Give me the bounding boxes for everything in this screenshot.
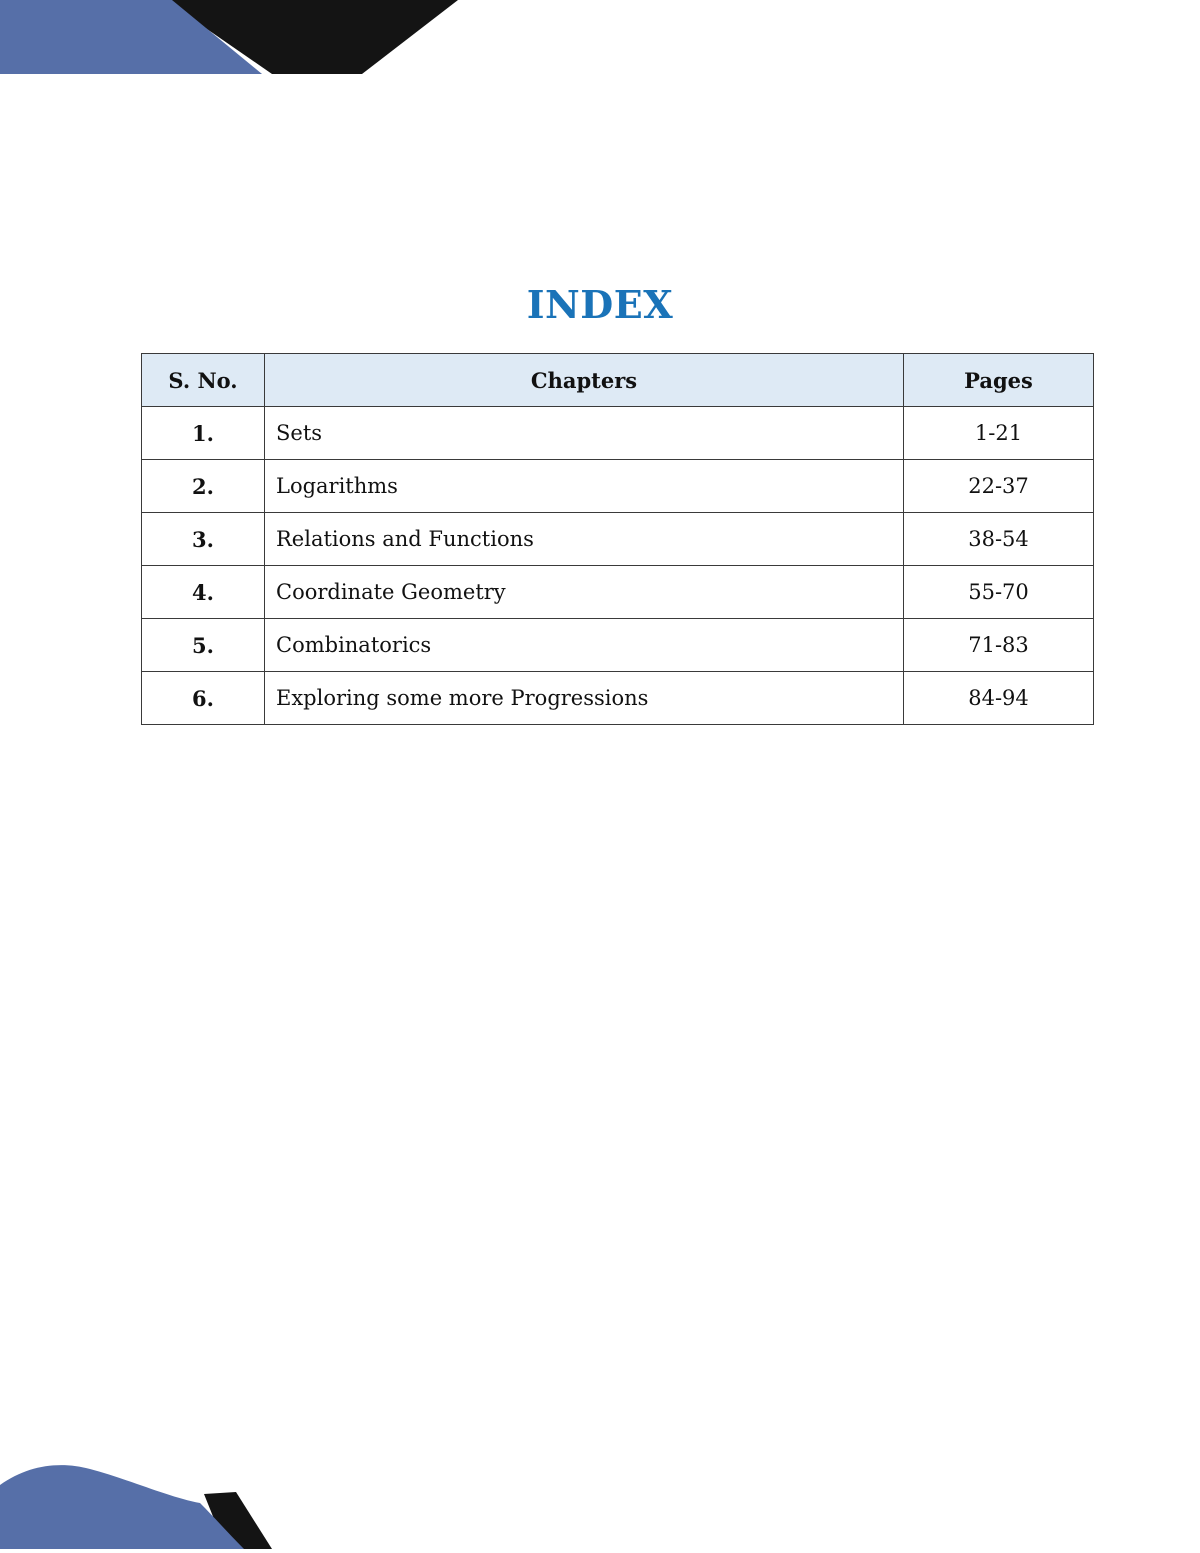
bottom-left-decoration bbox=[0, 1463, 290, 1553]
row-chapter: Sets bbox=[265, 407, 904, 460]
row-sno: 1. bbox=[142, 407, 265, 460]
header-chapters: Chapters bbox=[265, 354, 904, 407]
table-row bbox=[142, 672, 1094, 725]
table-row bbox=[142, 619, 1094, 672]
table-header-row bbox=[142, 354, 1094, 407]
row-pages: 1-21 bbox=[904, 407, 1094, 460]
row-chapter: Logarithms bbox=[265, 460, 904, 513]
row-pages: 38-54 bbox=[904, 513, 1094, 566]
index-table bbox=[141, 353, 1094, 725]
top-left-decoration bbox=[0, 0, 470, 80]
header-sno: S. No. bbox=[142, 354, 265, 407]
table-row bbox=[142, 407, 1094, 460]
row-chapter: Coordinate Geometry bbox=[265, 566, 904, 619]
table-row bbox=[142, 513, 1094, 566]
bottom-blue-shape bbox=[0, 1465, 244, 1549]
row-sno: 6. bbox=[142, 672, 265, 725]
row-chapter: Relations and Functions bbox=[265, 513, 904, 566]
row-pages: 71-83 bbox=[904, 619, 1094, 672]
row-sno: 2. bbox=[142, 460, 265, 513]
row-chapter: Exploring some more Progressions bbox=[265, 672, 904, 725]
table-row bbox=[142, 460, 1094, 513]
row-sno: 5. bbox=[142, 619, 265, 672]
row-sno: 3. bbox=[142, 513, 265, 566]
header-pages: Pages bbox=[904, 354, 1094, 407]
row-pages: 84-94 bbox=[904, 672, 1094, 725]
row-pages: 55-70 bbox=[904, 566, 1094, 619]
table-row bbox=[142, 566, 1094, 619]
row-pages: 22-37 bbox=[904, 460, 1094, 513]
row-chapter: Combinatorics bbox=[265, 619, 904, 672]
row-sno: 4. bbox=[142, 566, 265, 619]
page-title: INDEX bbox=[526, 282, 674, 327]
